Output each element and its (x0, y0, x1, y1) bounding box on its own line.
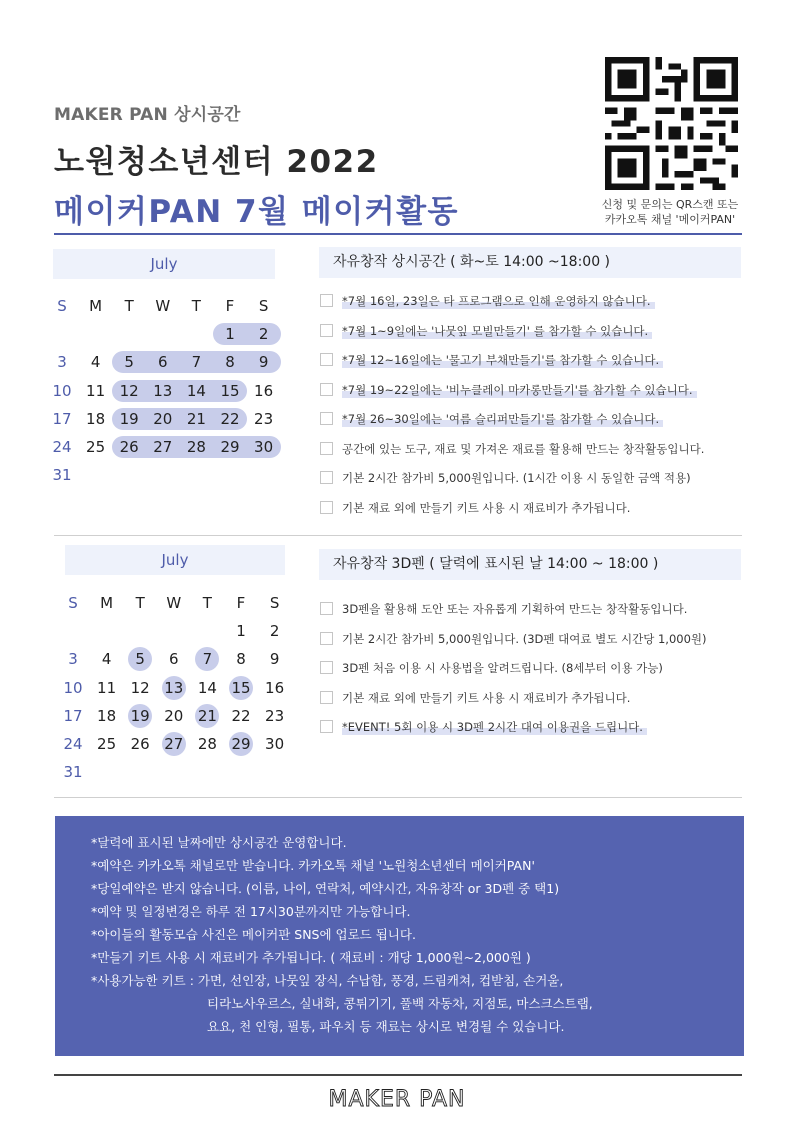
page-subtitle: 메이커PAN 7월 메이커활동 (54, 194, 459, 230)
calendar-day[interactable]: 25 (97, 735, 117, 753)
checkbox[interactable] (320, 691, 333, 704)
notice-line: *달력에 표시된 날짜에만 상시공간 운영합니다. (91, 835, 347, 850)
checklist-item-text: 기본 재료 외에 만들기 키트 사용 시 재료비가 추가됩니다. (342, 500, 631, 515)
weekday-label: F (236, 594, 246, 612)
section-divider (54, 535, 742, 536)
checkbox[interactable] (320, 471, 333, 484)
calendar-day[interactable]: 18 (97, 706, 117, 725)
calendar-day[interactable]: 2 (269, 622, 280, 641)
calendar-day[interactable]: 9 (269, 650, 280, 669)
calendar-day[interactable]: 2 (258, 325, 269, 344)
calendar-day[interactable]: 16 (265, 678, 285, 697)
calendar-day[interactable]: 24 (52, 438, 72, 456)
calendar-day[interactable]: 13 (153, 381, 173, 400)
weekday-label: M (89, 297, 103, 315)
calendar-day[interactable]: 27 (164, 735, 184, 753)
calendar-day[interactable]: 18 (86, 409, 106, 428)
qr-caption (570, 197, 770, 227)
calendar-day[interactable]: 10 (63, 678, 83, 697)
calendar-day[interactable]: 13 (164, 678, 184, 697)
brand-label: MAKER PAN 상시공간 (54, 105, 241, 125)
weekday-label: T (124, 297, 134, 315)
calendar-day[interactable]: 9 (258, 353, 269, 372)
page-title: 노원청소년센터 2022 (54, 144, 379, 180)
maker-pan-logo-icon (311, 1085, 483, 1109)
calendar-day[interactable]: 30 (265, 735, 285, 753)
calendar-day[interactable]: 22 (220, 409, 240, 428)
notice-box (55, 816, 744, 1056)
calendar-day[interactable]: 16 (254, 381, 274, 400)
calendar-day[interactable]: 11 (97, 678, 117, 697)
notice-line: *아이들의 활동모습 사진은 메이커판 SNS에 업로드 됩니다. (91, 927, 416, 942)
checkbox[interactable] (320, 353, 333, 366)
checklist-item-text: *7월 19~22일에는 '비누클레이 마카롱만들기'를 참가할 수 있습니다. (342, 382, 697, 398)
notice-line: 티라노사우르스, 실내화, 콩튀기기, 풀백 자동차, 지점토, 마스크스트랩, (207, 996, 593, 1011)
notice-line: *사용가능한 키트 : 가면, 선인장, 나뭇잎 장식, 수납함, 풍경, 드림캐쳐, 컵받침, 손거울, (91, 973, 564, 988)
calendar-day[interactable]: 1 (236, 622, 246, 641)
checklist-item-text: *EVENT! 5회 이용 시 3D펜 2시간 대여 이용권을 드립니다. (342, 719, 647, 735)
checklist-item-text: 기본 2시간 참가비 5,000원입니다. (1시간 이용 시 동일한 금액 적용) (342, 471, 691, 485)
calendar-day[interactable]: 30 (254, 438, 274, 456)
checkbox[interactable] (320, 412, 333, 425)
weekday-label: S (269, 594, 280, 612)
weekday-label: S (68, 594, 78, 612)
notice-line: *만들기 키트 사용 시 재료비가 추가됩니다. ( 재료비 : 개당 1,000원~2,000원 ) (91, 950, 531, 965)
checkbox[interactable] (320, 602, 333, 615)
notice-line: *예약 및 일정변경은 하루 전 17시30분까지만 가능합니다. (91, 904, 411, 919)
calendar-day[interactable]: 14 (197, 678, 217, 697)
calendar-day[interactable]: 11 (86, 381, 106, 400)
checkbox[interactable] (320, 324, 333, 337)
calendar-day[interactable]: 3 (57, 353, 67, 372)
calendar-day[interactable]: 15 (231, 678, 251, 697)
calendar-day[interactable]: 4 (101, 650, 112, 669)
calendar-day[interactable]: 24 (63, 735, 83, 753)
section-heading-free-space: 자유창작 상시공간 ( 화~토 14:00 ~18:00 ) (319, 247, 741, 278)
calendar-day[interactable]: 26 (130, 735, 150, 753)
logo-text: MAKER PAN (328, 1087, 466, 1109)
calendar-day[interactable]: 15 (220, 381, 240, 400)
calendar-day[interactable]: 8 (225, 353, 235, 372)
weekday-label: T (191, 297, 201, 315)
calendar-day[interactable]: 31 (63, 763, 83, 782)
calendar-day[interactable]: 10 (52, 381, 72, 400)
qr-caption-line: 카카오톡 채널 '메이커PAN' (604, 213, 736, 226)
calendar-day[interactable]: 28 (186, 438, 206, 456)
calendar-day[interactable]: 5 (135, 650, 145, 669)
calendar-month-label: July (65, 545, 285, 575)
checkbox[interactable] (320, 632, 333, 645)
checkbox[interactable] (320, 661, 333, 674)
checklist-item-text: *7월 26~30일에는 '여름 슬리퍼만들기'를 참가할 수 있습니다. (342, 411, 663, 427)
calendar-day[interactable]: 6 (158, 353, 168, 372)
calendar-day[interactable]: 20 (164, 706, 184, 725)
calendar-day[interactable]: 1 (225, 325, 235, 344)
calendar-day[interactable]: 4 (90, 353, 101, 372)
calendar-day[interactable]: 21 (197, 706, 217, 725)
calendar-day[interactable]: 22 (231, 706, 251, 725)
calendar-day[interactable]: 27 (153, 438, 173, 456)
checkbox[interactable] (320, 383, 333, 396)
checklist-item-text: *7월 1~9일에는 '나뭇잎 모빌만들기' 를 참가할 수 있습니다. (342, 323, 652, 339)
calendar-day[interactable]: 28 (197, 735, 217, 753)
notice-line: *당일예약은 받지 않습니다. (이름, 나이, 연락처, 예약시간, 자유창작 or 3D펜 중 택1) (91, 881, 560, 896)
weekday-label: W (166, 594, 182, 612)
footer-divider (54, 1074, 742, 1076)
checklist-item-text: 3D펜을 활용해 도안 또는 자유롭게 기획하여 만드는 창작활동입니다. (342, 602, 688, 616)
calendar-day[interactable]: 17 (63, 706, 83, 725)
calendar-day[interactable]: 26 (119, 438, 139, 456)
qr-code-icon[interactable] (605, 57, 738, 190)
calendar-day[interactable]: 7 (191, 353, 202, 372)
section-divider (54, 797, 742, 798)
calendar-day[interactable]: 6 (169, 650, 179, 669)
calendar-day[interactable]: 12 (119, 381, 139, 400)
calendar-day[interactable]: 25 (86, 438, 106, 456)
header-divider (54, 233, 742, 235)
weekday-label: T (202, 594, 212, 612)
checklist-item-text: 3D펜 처음 이용 시 사용법을 알려드립니다. (8세부터 이용 가능) (342, 661, 663, 675)
weekday-label: T (135, 594, 145, 612)
calendar-day[interactable]: 14 (186, 381, 206, 400)
checklist-item-text: 공간에 있는 도구, 재료 및 가져온 재료를 활용해 만드는 창작활동입니다. (342, 441, 705, 456)
calendar-day[interactable]: 20 (153, 409, 173, 428)
calendar-day[interactable]: 23 (265, 706, 285, 725)
calendar-day[interactable]: 8 (236, 650, 246, 669)
weekday-label: M (100, 594, 114, 612)
calendar-day[interactable]: 19 (119, 409, 139, 428)
notice-line: 요요, 천 인형, 필통, 파우치 등 재료는 상시로 변경될 수 있습니다. (207, 1019, 565, 1034)
calendar-day[interactable]: 23 (254, 409, 274, 428)
calendar-day[interactable]: 19 (130, 706, 150, 725)
calendar-day[interactable]: 17 (52, 409, 72, 428)
calendar-day[interactable]: 7 (202, 650, 213, 669)
checklist-item-text: *7월 16일, 23일은 타 프로그램으로 인해 운영하지 않습니다. (342, 293, 655, 309)
qr-caption-line: 신청 및 문의는 QR스캔 또는 (601, 198, 739, 211)
calendar-day[interactable]: 29 (231, 735, 251, 753)
calendar-month-label: July (53, 249, 275, 279)
calendar-day[interactable]: 21 (186, 409, 206, 428)
calendar-day[interactable]: 5 (124, 353, 134, 372)
notice-line: *예약은 카카오톡 채널로만 받습니다. 카카오톡 채널 '노원청소년센터 메이커PAN' (91, 858, 535, 873)
calendar-day[interactable]: 31 (52, 466, 72, 485)
checkbox[interactable] (320, 294, 333, 307)
section-heading-3d-pen: 자유창작 3D펜 ( 달력에 표시된 날 14:00 ~ 18:00 ) (319, 549, 741, 580)
checklist-item-text: 기본 재료 외에 만들기 키트 사용 시 재료비가 추가됩니다. (342, 690, 631, 705)
checkbox[interactable] (320, 720, 333, 733)
calendar-day[interactable]: 29 (220, 438, 240, 456)
weekday-label: S (258, 297, 269, 315)
checklist-item-text: *7월 12~16일에는 '물고기 부채만들기'를 참가할 수 있습니다. (342, 352, 663, 368)
weekday-label: W (155, 297, 171, 315)
checklist-item-text: 기본 2시간 참가비 5,000원입니다. (3D펜 대여료 별도 시간당 1,000원) (342, 631, 707, 646)
weekday-label: S (57, 297, 67, 315)
checkbox[interactable] (320, 501, 333, 514)
calendar-day[interactable]: 3 (68, 650, 78, 669)
checkbox[interactable] (320, 442, 333, 455)
calendar-day[interactable]: 12 (130, 678, 150, 697)
weekday-label: F (225, 297, 235, 315)
